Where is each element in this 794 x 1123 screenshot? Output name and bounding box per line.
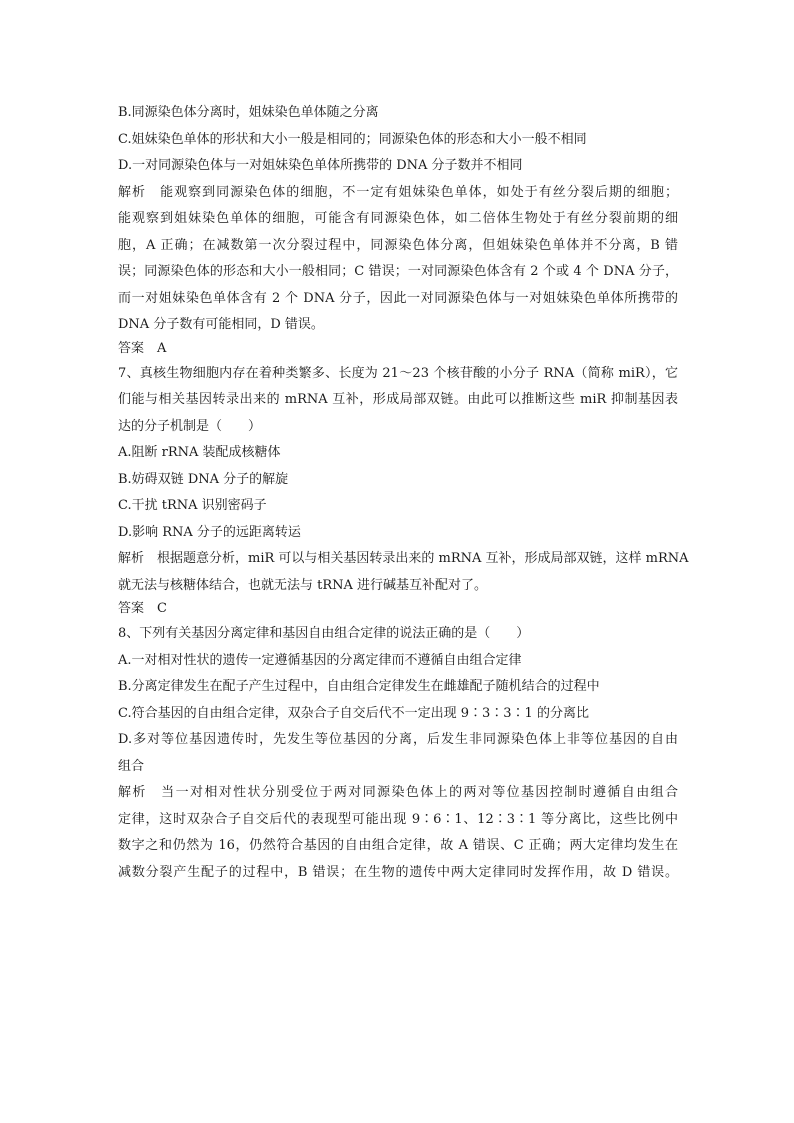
q6-option-b: B.同源染色体分离时，姐妹染色单体随之分离 — [118, 105, 379, 120]
q8-option-b: B.分离定律发生在配子产生过程中，自由组合定律发生在雌雄配子随机结合的过程中 — [118, 679, 600, 694]
q6-analysis-line: 解析 能观察到同源染色体的细胞，不一定有姐妹染色单体，如处于有丝分裂后期的细胞； — [118, 184, 678, 200]
q7-option-c: C.干扰 tRNA 识别密码子 — [118, 498, 267, 513]
q7-option-b: B.妨碍双链 DNA 分子的解旋 — [118, 471, 289, 487]
q6-analysis-line: 能观察到姐妹染色单体的细胞，可能含有同源染色体，如二倍体生物处于有丝分裂前期的细 — [118, 211, 678, 226]
q6-analysis-line: 误；同源染色体的形态和大小一般相同；C 错误；一对同源染色体含有 2 个或 4 个 DNA 分子， — [118, 264, 678, 279]
q7-answer: 答案 C — [118, 601, 167, 616]
q6-option-c: C.姐妹染色单体的形状和大小一般是相同的；同源染色体的形态和大小一般不相同 — [118, 131, 587, 147]
q7-stem-line: 达的分子机制是（ ） — [118, 418, 262, 434]
q8-option-d-line: 组合 — [118, 758, 145, 774]
q6-analysis-line: 而一对姐妹染色单体含有 2 个 DNA 分子，因此一对同源染色体与一对姐妹染色单体所携带的 — [118, 290, 678, 306]
q7-option-a: A.阻断 rRNA 装配成核糖体 — [118, 445, 281, 460]
q6-answer: 答案 A — [118, 340, 167, 356]
q7-option-d: D.影响 RNA 分子的远距离转运 — [118, 524, 301, 540]
q7-stem-line: 们能与相关基因转录出来的 mRNA 互补，形成局部双链。由此可以推断这些 miR 抑制基因表 — [118, 392, 678, 407]
q8-analysis-line: 定律，这时双杂合子自交后代的表现型可能出现 9∶6∶1、12∶3∶1 等分离比，这些比例中 — [118, 811, 678, 827]
q8-analysis-line: 解析 当一对相对性状分别受位于两对同源染色体上的两对等位基因控制时遵循自由组合 — [118, 785, 678, 800]
q6-analysis-line: DNA 分子数有可能相同，D 错误。 — [118, 317, 324, 332]
q8-option-a: A.一对相对性状的遗传一定遵循基因的分离定律而不遵循自由组合定律 — [118, 652, 522, 668]
document-body — [118, 100, 689, 886]
q6-analysis-line: 胞，A 正确；在减数第一次分裂过程中，同源染色体分离，但姐妹染色单体并不分离，B 错 — [118, 237, 678, 253]
q8-analysis-line: 减数分裂产生配子的过程中，B 错误；在生物的遗传中两大定律同时发挥作用，故 D 错误。 — [118, 864, 678, 880]
q8-option-d-line: D.多对等位基因遗传时，先发生等位基因的分离，后发生非同源染色体上非等位基因的自由 — [118, 732, 678, 747]
q7-analysis-line: 就无法与核糖体结合，也就无法与 tRNA 进行碱基互补配对了。 — [118, 577, 488, 593]
q6-option-d: D.一对同源染色体与一对姐妹染色单体所携带的 DNA 分子数并不相同 — [118, 158, 523, 173]
q8-analysis-line: 数字之和仍然为 16，仍然符合基因的自由组合定律，故 A 错误、C 正确；两大定律均发生在 — [118, 838, 678, 853]
q7-analysis-line: 解析 根据题意分析，miR 可以与相关基因转录出来的 mRNA 互补，形成局部双链，这样 mRNA — [118, 551, 689, 566]
q8-stem: 8、下列有关基因分离定律和基因自由组合定律的说法正确的是（ ） — [118, 626, 530, 641]
q7-stem-line: 7、真核生物细胞内存在着种类繁多、长度为 21～23 个核苷酸的小分子 RNA（简称 miR），它 — [118, 365, 678, 381]
q8-option-c: C.符合基因的自由组合定律，双杂合子自交后代不一定出现 9∶3∶3∶1 的分离比 — [118, 705, 589, 721]
